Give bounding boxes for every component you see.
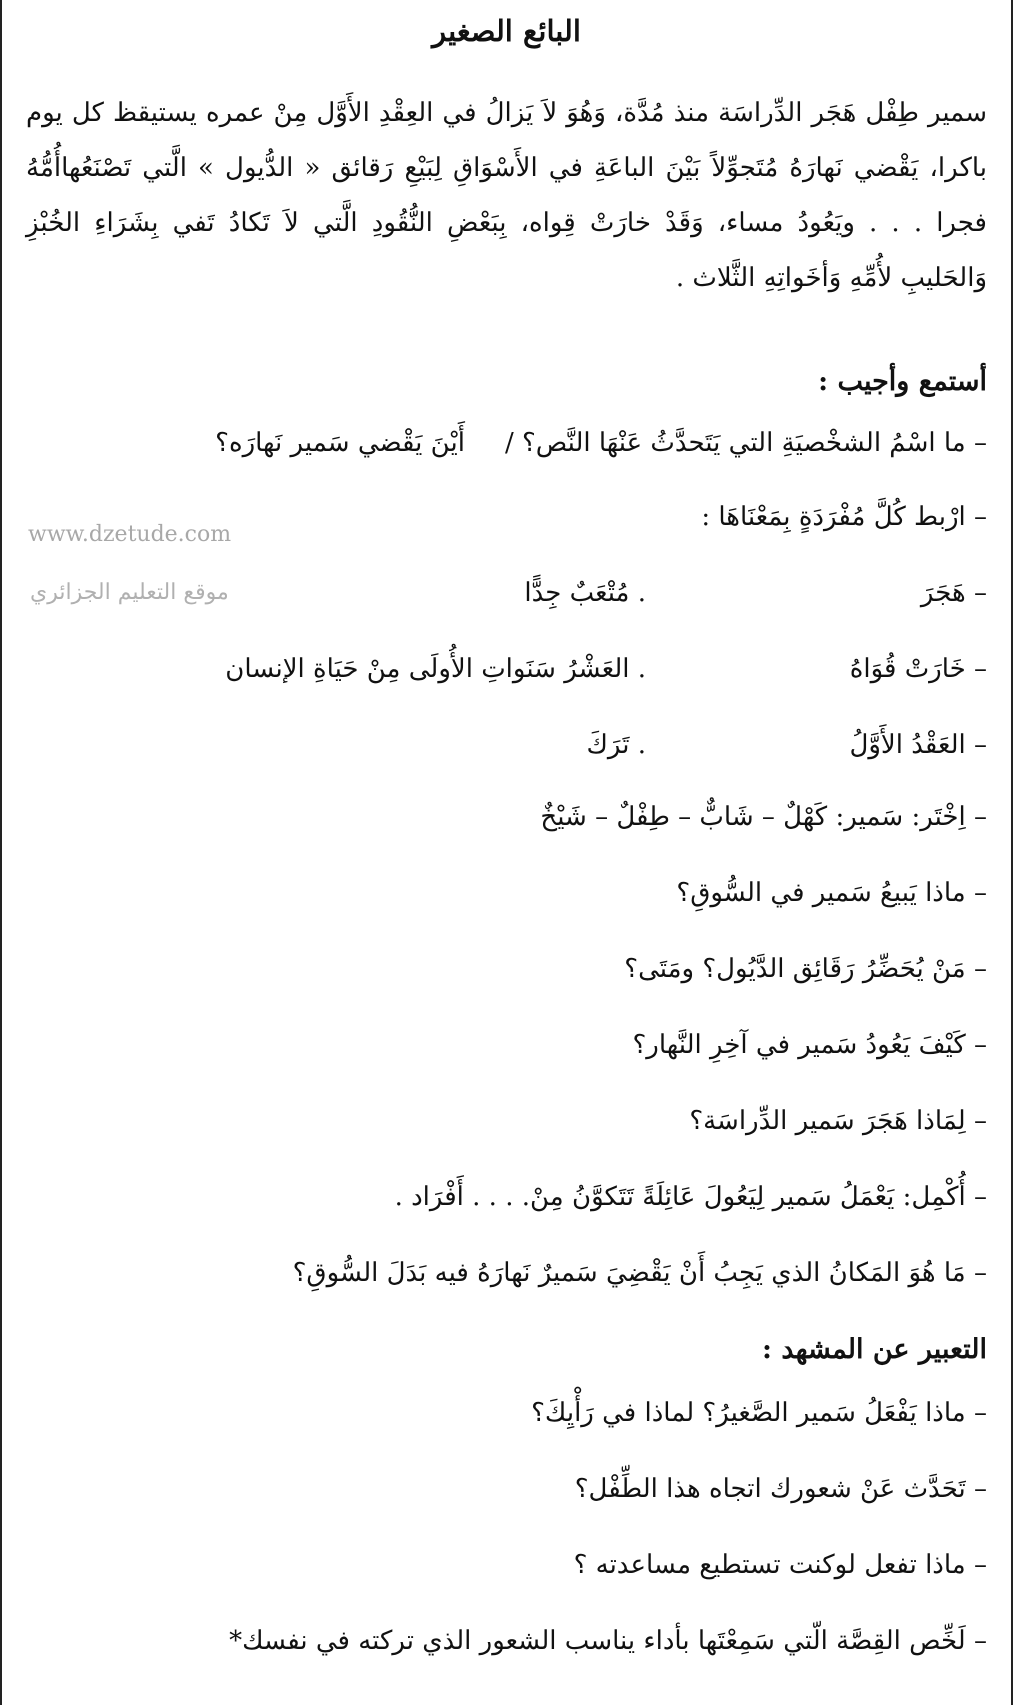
question-item: – اِخْتَر: سَمير: كَهْلٌ – شَابٌّ – طِفْلٌ – شَيْخٌ <box>540 802 987 832</box>
page-title: البائع الصغير <box>432 14 581 48</box>
match-word: – العَقْدُ الأَوَّلُ <box>849 730 987 760</box>
question-name: – ما اسْمُ الشخْصيَةِ التي يَتَحدَّثُ عَنْهَا النَّص؟ / <box>504 428 987 458</box>
question-item: – أُكْمِل: يَعْمَلُ سَمير لِيَعُولَ عَائِلَةً تَتَكوَّنُ مِنْ. . . . أَفْرَاد . <box>394 1182 987 1212</box>
question-name-place <box>26 428 987 458</box>
question-match: – ارْبط كُلَّ مُفْرَدَةٍ بِمَعْنَاهَا : <box>701 502 987 532</box>
expression-heading: التعبير عن المشهد : <box>762 1334 987 1365</box>
question-item: – ماذا يَبيعُ سَمير في السُّوقِ؟ <box>676 878 987 908</box>
expression-item: – تَحَدَّث عَنْ شعورك اتجاه هذا الطِّفْل؟ <box>574 1474 987 1504</box>
expression-item: – ماذا يَفْعَلُ سَمير الصَّغيرُ؟ لماذا في رَأْيِكَ؟ <box>531 1398 987 1428</box>
watermark-url: www.dzetude.com <box>28 522 232 547</box>
question-place: أَيْنَ يَقْضي سَمير نَهارَه؟ <box>215 428 465 458</box>
question-item: – لِمَاذا هَجَرَ سَمير الدِّراسَة؟ <box>689 1106 987 1136</box>
expression-item: – لَخِّص القِصَّة الّتي سَمِعْتَها بأداء يناسب الشعور الذي تركته في نفسك* <box>229 1626 987 1656</box>
match-meaning: . تَرَكَ <box>586 730 646 760</box>
question-item: – كَيْفَ يَعُودُ سَمير في آخِرِ النَّهار؟ <box>632 1030 987 1060</box>
match-word: – هَجَرَ <box>920 578 987 608</box>
match-word: – خَارَتْ قُوَاهُ <box>849 654 987 684</box>
question-item: – مَنْ يُحَضِّرُ رَقَائِق الدَّيُول؟ ومَتَى؟ <box>624 954 987 984</box>
match-meaning: . العَشْرُ سَنَواتِ الأُولَى مِنْ حَيَاةِ الإنسان <box>225 654 646 684</box>
story-passage: سمير طِفْل هَجَر الدِّراسَة منذ مُدَّة، وَهُوَ لاَ يَزالُ في العِقْدِ الأَوَّل مِنْ عمره يستيقظ كل يوم باكرا، يَقْضي نَهارَهُ مُتَجوِّلاً بَيْنَ الباعَةِ في الأَسْوَاقِ لِبَيْعِ رَقائق « الدُّيول » الَّتي تَصْنَعُهاأُمُّهُ فجرا . . . ويَعُودُ مساء، وَقَدْ خارَتْ قِواه، بِبَعْضِ النُّقُودِ الَّتي لاَ تَكادُ تَفي بِشَرَاءِ الخُبْزِ وَالحَليبِ لأُمِّهِ وَأخَواتِهِ الثَّلاث . <box>26 98 987 293</box>
listen-heading: أستمع وأجيب : <box>818 366 987 397</box>
match-meaning: . مُتْعَبٌ جِدًّا <box>524 578 646 608</box>
expression-item: – ماذا تفعل لوكنت تستطيع مساعدته ؟ <box>573 1550 987 1580</box>
watermark-site: موقع التعليم الجزائري <box>30 580 229 605</box>
question-item: – مَا هُوَ المَكانُ الذي يَجِبُ أَنْ يَقْضِيَ سَميرٌ نَهارَهُ فيه بَدَلَ السُّوقِ؟ <box>292 1258 987 1288</box>
